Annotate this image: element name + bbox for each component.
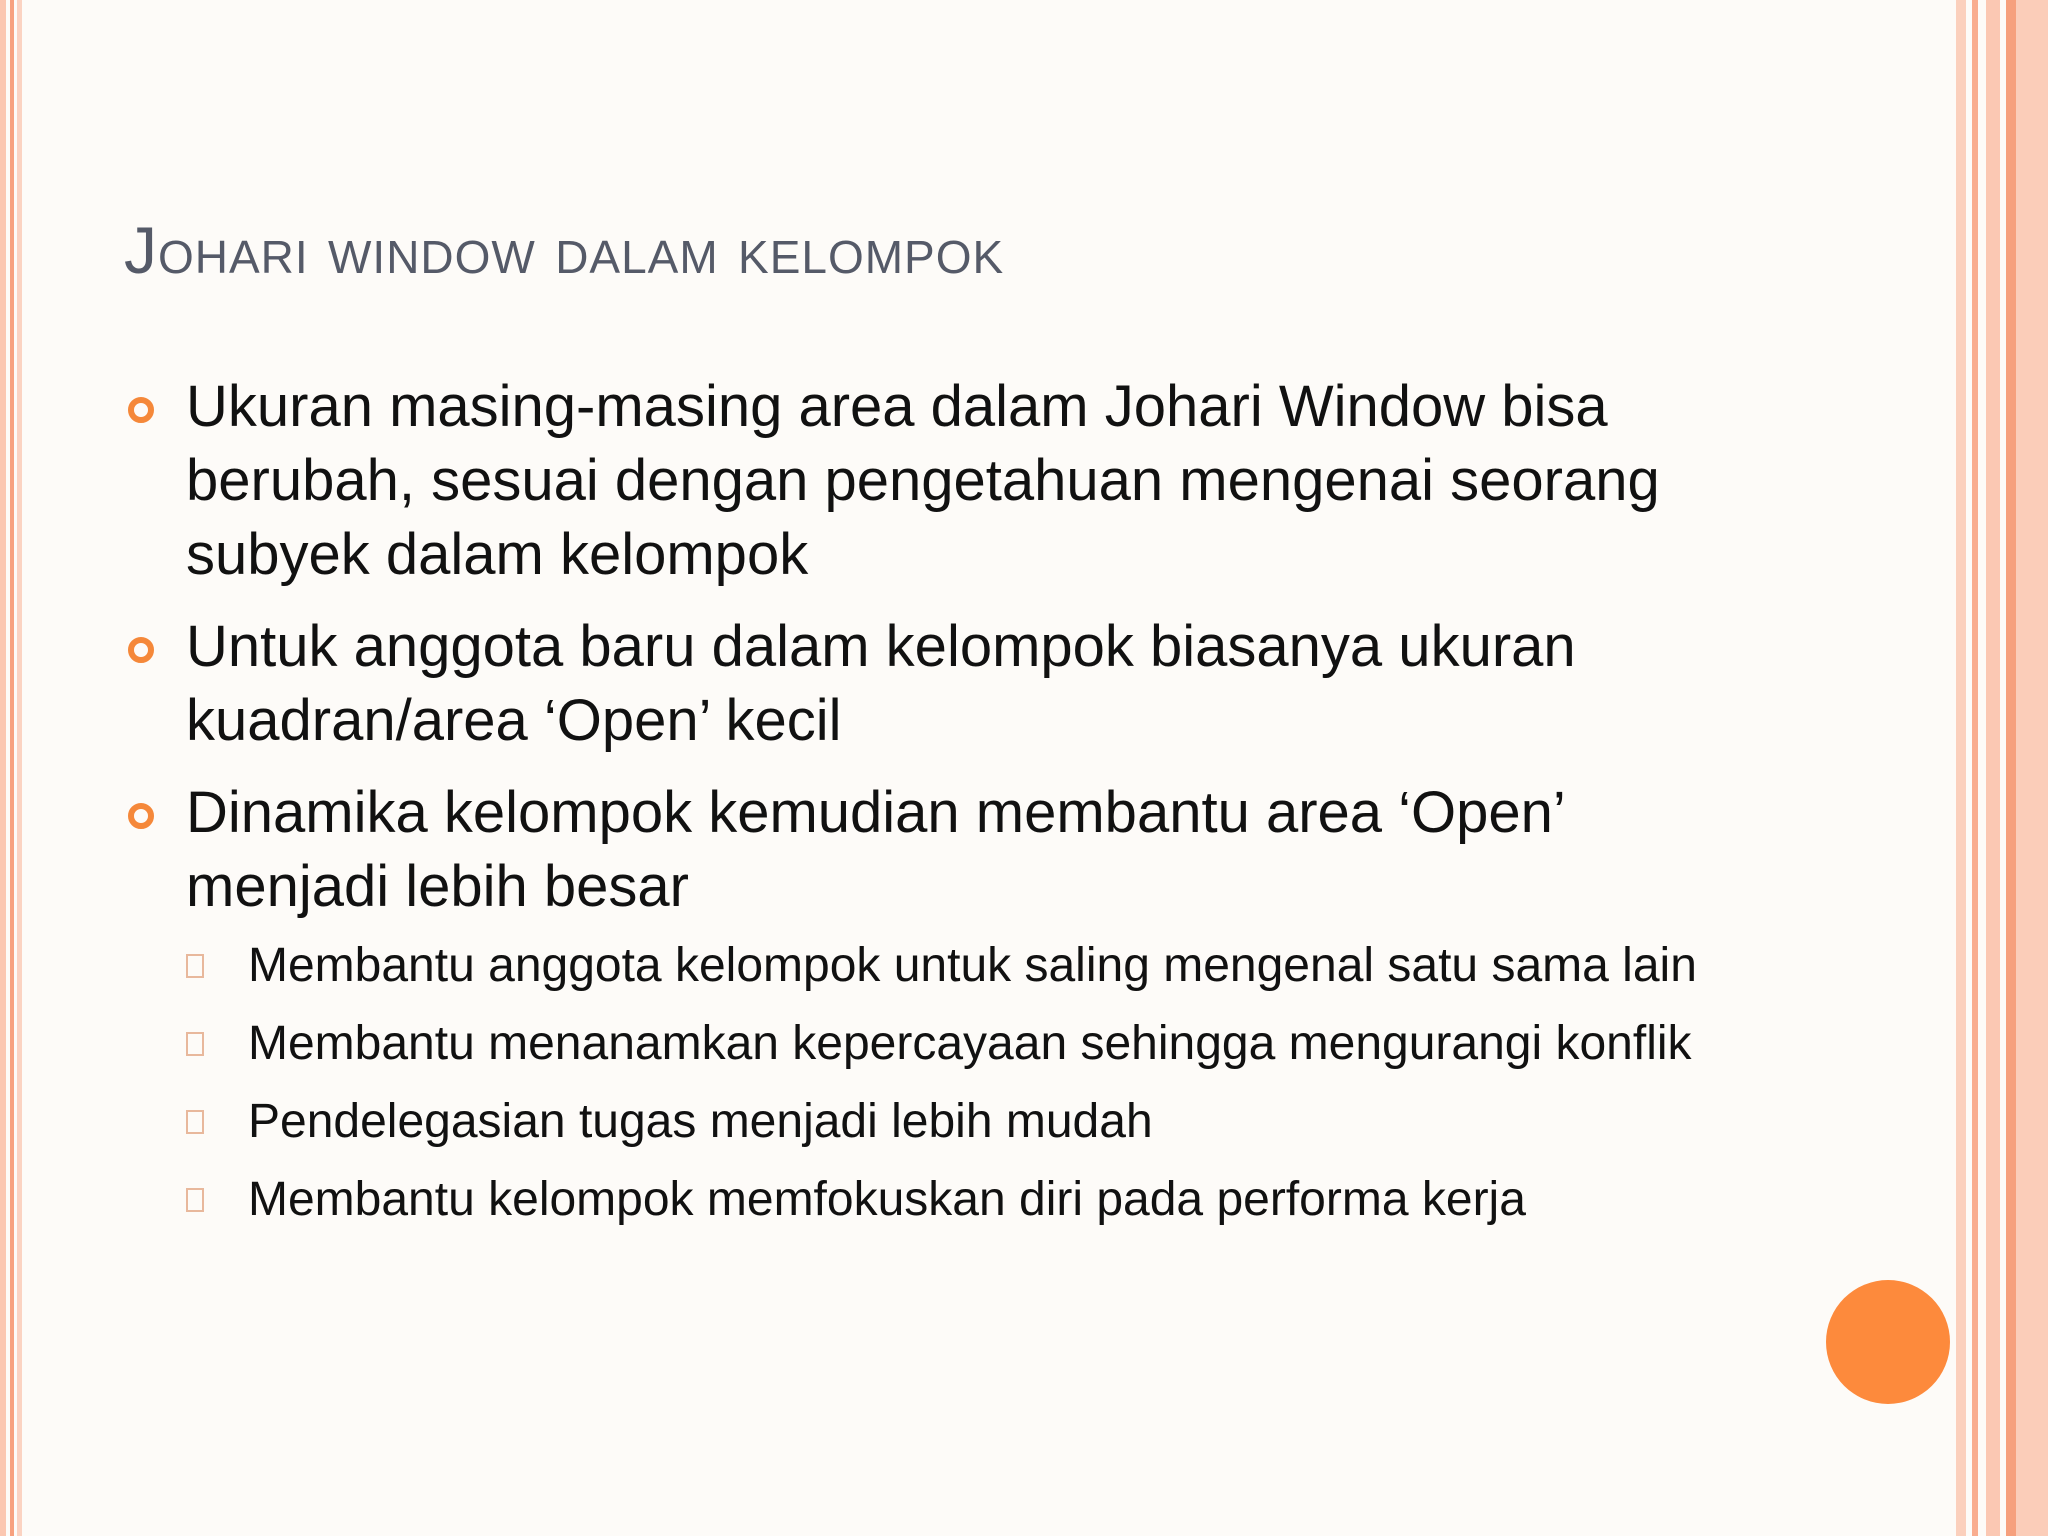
slide-title: Johari window dalam kelompok	[124, 213, 1005, 287]
bullet-text: Ukuran masing-masing area dalam Johari Window bisa berubah, sesuai dengan pengetahuan mengenai seorang subyek dalam kelompok	[186, 374, 1660, 587]
ring-bullet-icon	[128, 803, 154, 829]
sub-bullet-item	[186, 934, 1764, 998]
sub-bullet-item	[186, 1168, 1764, 1232]
slide-content	[124, 370, 1764, 1250]
sub-bullet-text: Membantu kelompok memfokuskan diri pada performa kerja	[248, 1173, 1526, 1226]
bullet-item	[124, 776, 1764, 1232]
box-bullet-icon	[186, 1188, 204, 1212]
sub-bullet-item	[186, 1090, 1764, 1154]
bullet-text: Untuk anggota baru dalam kelompok biasanya ukuran kuadran/area ‘Open’ kecil	[186, 614, 1576, 753]
left-decorative-border	[0, 0, 22, 1536]
sub-bullet-list	[186, 934, 1764, 1232]
bullet-item	[124, 610, 1764, 758]
bullet-list	[124, 370, 1764, 1232]
ring-bullet-icon	[128, 397, 154, 423]
sub-bullet-text: Pendelegasian tugas menjadi lebih mudah	[248, 1095, 1153, 1148]
sub-bullet-text: Membantu anggota kelompok untuk saling mengenal satu sama lain	[248, 939, 1697, 992]
sub-bullet-item	[186, 1012, 1764, 1076]
box-bullet-icon	[186, 1032, 204, 1056]
ring-bullet-icon	[128, 637, 154, 663]
bullet-item	[124, 370, 1764, 592]
box-bullet-icon	[186, 1110, 204, 1134]
box-bullet-icon	[186, 954, 204, 978]
accent-circle	[1826, 1280, 1950, 1404]
bullet-text: Dinamika kelompok kemudian membantu area ‘Open’ menjadi lebih besar	[186, 780, 1564, 919]
right-decorative-border	[1956, 0, 2048, 1536]
sub-bullet-text: Membantu menanamkan kepercayaan sehingga mengurangi konflik	[248, 1017, 1692, 1070]
